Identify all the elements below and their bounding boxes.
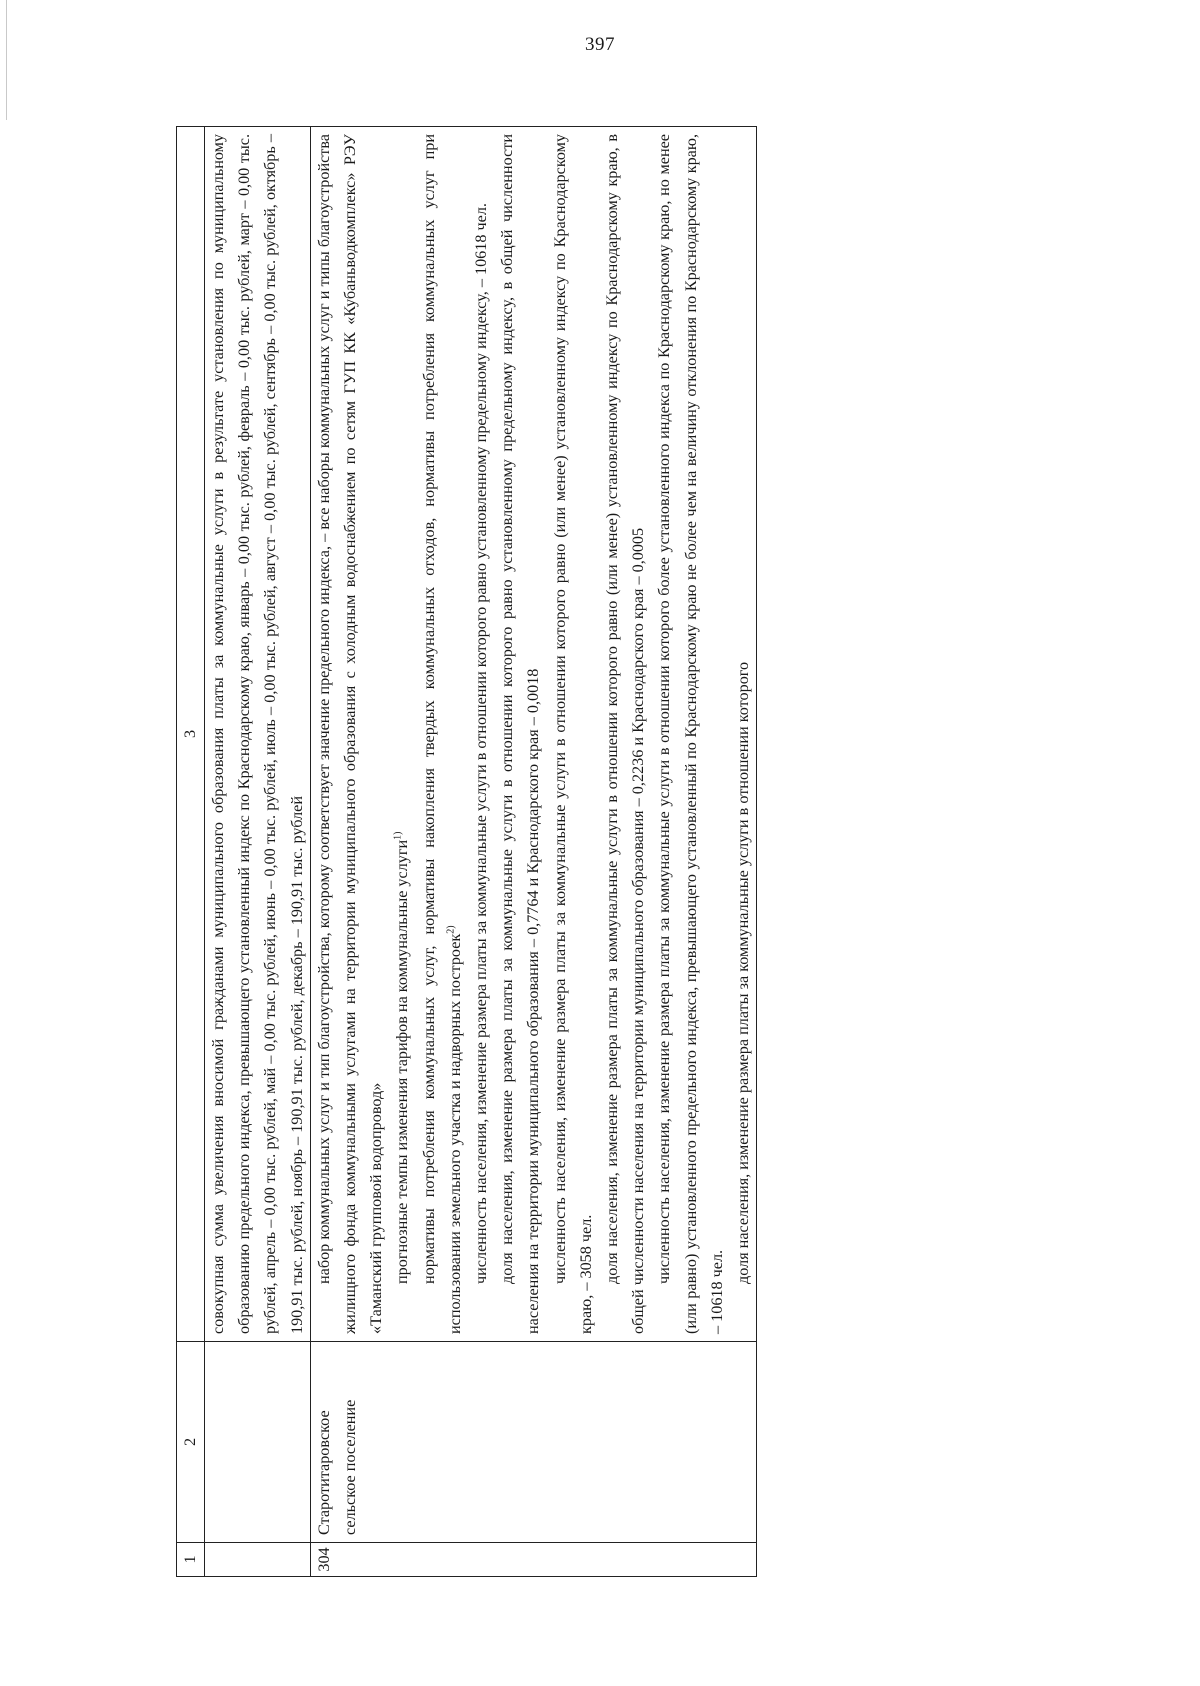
paragraph-service-set: набор коммунальных услуг и тип благоустройства, которому соответствует значение предельного индекса, – все наборы коммунальных услуг и типы благоустройства жилищного фонда коммунальными услугами на территории муниципального образования с холодным водоснабжением по сетям ГУП КК «Кубаньводкомплекс» РЭУ «Таманский групповой водопровод» <box>314 134 386 1334</box>
tariff-table <box>176 126 757 1577</box>
paragraph-population-equal-limit: численность населения, изменение размера платы за коммунальные услуги в отношении которого равно установленному предельному индексу, – 10618 чел. <box>472 203 491 1284</box>
row-details-cell <box>310 127 756 1342</box>
footnote-marker: 1) <box>393 831 405 840</box>
rotated-table-frame <box>176 127 1084 1577</box>
row-prev-text: совокупная сумма увеличения вносимой гражданами муниципального образования платы за коммунальные услуги в результате установления по муниципальному образованию предельного индекса, превышающего установленный индекс по Краснодарскому краю, январь – 0,00 тыс. рублей, февраль – 0,00 тыс. рублей, март – 0,00 тыс. рублей, апрель – 0,00 тыс. рублей, май – 0,00 тыс. рублей, июнь – 0,00 тыс. рублей, июль – 0,00 тыс. рублей, август – 0,00 тыс. рублей, сентябрь – 0,00 тыс. рублей, октябрь – 190,91 тыс. рублей, ноябрь – 190,91 тыс. рублей, декабрь – 190,91 тыс. рублей <box>209 134 306 1334</box>
header-col-3: 3 <box>177 127 205 1342</box>
paragraph-share-above-region: доля населения, изменение размера платы за коммунальные услуги в отношении которого <box>734 661 753 1284</box>
footnote-marker: 2) <box>445 925 457 934</box>
table-header-row <box>177 127 205 1577</box>
row-municipality-cell <box>310 1342 756 1543</box>
table-row-304 <box>310 127 756 1577</box>
scan-edge-mark <box>6 0 11 120</box>
paragraph-share-equal-limit: доля населения, изменение размера платы за коммунальные услуги в отношении которого равно установленному предельному индексу, в общей численности населения на территории муниципального образования – 0,7764 и Краснодарского края – 0,0018 <box>498 134 543 1334</box>
paragraph-tariff-rates: прогнозные темпы изменения тарифов на коммунальные услуги$^{1)}$ <box>393 831 412 1284</box>
table-row-continued <box>205 127 311 1577</box>
header-col-1: 1 <box>177 1543 205 1577</box>
municipality-name: Старотитаровское сельское поселение <box>314 1399 360 1535</box>
row-prev-municipality <box>205 1342 311 1543</box>
paragraph-consumption-norms: нормативы потребления коммунальных услуг, нормативы накопления твердых коммунальных отходов, нормативы потребления коммунальных услуг при использовании земельного участка и надворных построек$^{2)}$ <box>419 134 464 1334</box>
row-number: 304 <box>310 1543 756 1577</box>
row-prev-text-cell <box>205 127 311 1342</box>
paragraph-share-below-region: доля населения, изменение размера платы за коммунальные услуги в отношении которого равно (или менее) установленному индексу по Краснодарскому краю, в общей численности населения на территории муниципального образования – 0,2236 и Краснодарского края – 0,0005 <box>603 134 648 1334</box>
paragraph-population-below-region: численность населения, изменение размера платы за коммунальные услуги в отношении которого равно (или менее) установленному индексу по Краснодарскому краю, – 3058 чел. <box>550 134 595 1334</box>
paragraph-population-above-region: численность населения, изменение размера платы за коммунальные услуги в отношении которого более установленного индекса по Краснодарскому краю, но менее (или равно) установленного предельного индекса, превышающего установленный по Краснодарскому краю не более чем на величину отклонения по Краснодарскому краю, – 10618 чел. <box>655 134 726 1334</box>
row-prev-number <box>205 1543 311 1577</box>
header-col-2: 2 <box>177 1342 205 1543</box>
page-number: 397 <box>585 34 615 55</box>
